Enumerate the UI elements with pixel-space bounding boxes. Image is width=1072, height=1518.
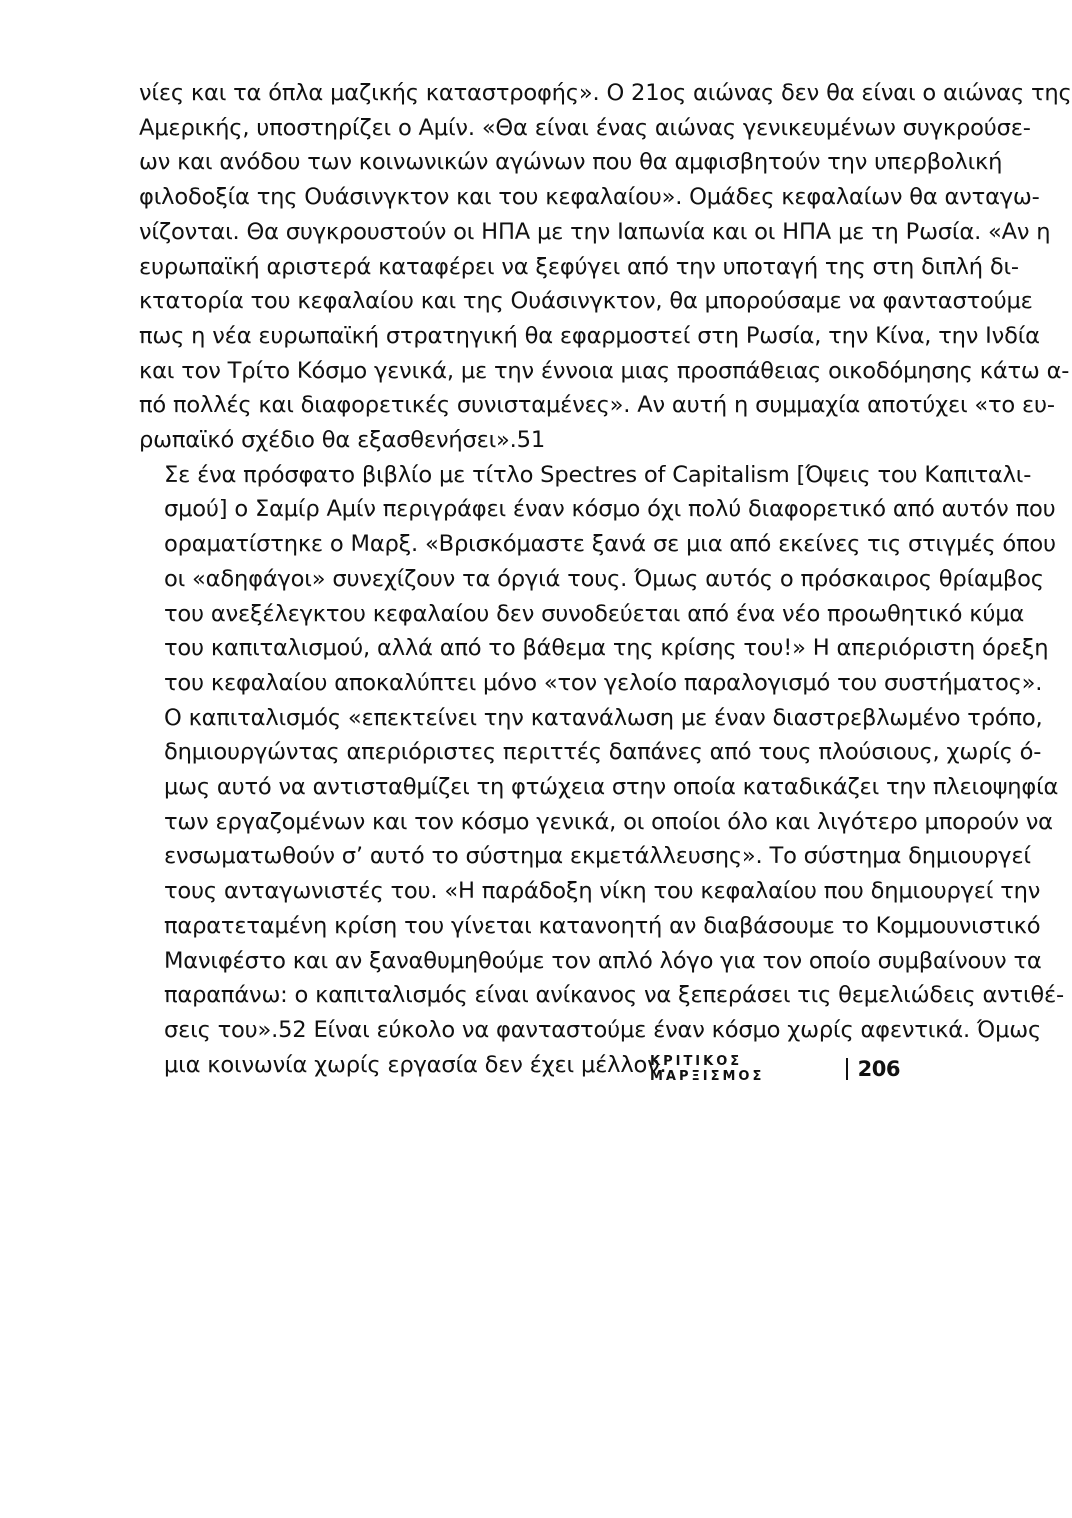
text-line: οι «αδηφάγοι» συνεχίζουν τα όργιά τους. Όμως αυτός ο πρόσκαιρος θρίαμβος xyxy=(164,565,1044,592)
body-text xyxy=(139,76,1072,1082)
text-line: ρωπαϊκό σχέδιο θα εξασθενήσει».51 xyxy=(139,427,546,454)
page-number: 206 xyxy=(857,1057,900,1081)
text-line: παραπάνω: ο καπιταλισμός είναι ανίκανος να ξεπεράσει τις θεμελιώδεις αντιθέ- xyxy=(164,982,1064,1009)
footer-divider xyxy=(846,1058,848,1080)
text-line: σεις του».52 Είναι εύκολο να φανταστούμε έναν κόσμο χωρίς αφεντικά. Όμως xyxy=(164,1016,1042,1043)
text-line: Σε ένα πρόσφατο βιβλίο με τίτλο Spectres of Capitalism [Όψεις του Καπιταλι- xyxy=(164,461,1032,488)
text-line: τους ανταγωνιστές του. «Η παράδοξη νίκη του κεφαλαίου που δημιουργεί την xyxy=(164,878,1041,905)
text-line: πως η νέα ευρωπαϊκή στρατηγική θα εφαρμοστεί στη Ρωσία, την Κίνα, την Ινδία xyxy=(139,322,1040,349)
text-line: μια κοινωνία χωρίς εργασία δεν έχει μέλλον. xyxy=(164,1051,667,1078)
running-title: ΚΡΙΤΙΚΟΣ ΜΑΡΞΙΣΜΟΣ xyxy=(650,1054,765,1084)
text-line: πό πολλές και διαφορετικές συνισταμένες». Αν αυτή η συμμαχία αποτύχει «το ευ- xyxy=(139,392,1055,419)
text-line: του καπιταλισμού, αλλά από το βάθεμα της κρίσης του!» Η απεριόριστη όρεξη xyxy=(164,635,1049,662)
text-line: του ανεξέλεγκτου κεφαλαίου δεν συνοδεύεται από ένα νέο προωθητικό κύμα xyxy=(164,600,1025,627)
text-line: ενσωματωθούν σ’ αυτό το σύστημα εκμετάλλευσης». Το σύστημα δημιουργεί xyxy=(164,843,1031,870)
text-line: δημιουργώντας απεριόριστες περιττές δαπάνες από τους πλούσιους, χωρίς ό- xyxy=(164,739,1042,766)
text-line: των εργαζομένων και τον κόσμο γενικά, οι οποίοι όλο και λιγότερο μπορούν να xyxy=(164,808,1053,835)
text-line: Ο καπιταλισμός «επεκτείνει την κατανάλωση με έναν διαστρεβλωμένο τρόπο, xyxy=(164,704,1043,731)
text-line: νίες και τα όπλα μαζικής καταστροφής». Ο 21ος αιώνας δεν θα είναι ο αιώνας της xyxy=(139,80,1072,106)
text-line: ων και ανόδου των κοινωνικών αγώνων που θα αμφισβητούν την υπερβολική xyxy=(139,149,1003,176)
text-line: ευρωπαϊκή αριστερά καταφέρει να ξεφύγει από την υποταγή της στη διπλή δι- xyxy=(139,253,1019,280)
page-footer xyxy=(650,1054,900,1084)
text-line: Μανιφέστο και αν ξαναθυμηθούμε τον απλό λόγο για τον οποίο συμβαίνουν τα xyxy=(164,947,1042,974)
text-line: μως αυτό να αντισταθμίζει τη φτώχεια στην οποία καταδικάζει την πλειοψηφία xyxy=(164,774,1059,801)
text-line: φιλοδοξία της Ουάσινγκτον και του κεφαλαίου». Ομάδες κεφαλαίων θα ανταγω- xyxy=(139,184,1040,211)
text-line: του κεφαλαίου αποκαλύπτει μόνο «τον γελοίο παραλογισμό του συστήματος». xyxy=(164,669,1043,696)
text-line: και τον Τρίτο Κόσμο γενικά, με την έννοια μιας προσπάθειας οικοδόμησης κάτω α- xyxy=(139,357,1070,384)
text-line: νίζονται. Θα συγκρουστούν οι ΗΠΑ με την Ιαπωνία και οι ΗΠΑ με τη Ρωσία. «Αν η xyxy=(139,218,1051,245)
text-line: παρατεταμένη κρίση του γίνεται κατανοητή αν διαβάσουμε το Κομμουνιστικό xyxy=(164,912,1041,939)
text-line: οραματίστηκε ο Μαρξ. «Βρισκόμαστε ξανά σε μια από εκείνες τις στιγμές όπου xyxy=(164,531,1056,558)
paragraph-2 xyxy=(139,458,1064,1083)
text-line: κτατορία του κεφαλαίου και της Ουάσινγκτον, θα μπορούσαμε να φανταστούμε xyxy=(139,288,1033,315)
text-line: Αμερικής, υποστηρίζει ο Αμίν. «Θα είναι ένας αιώνας γενικευμένων συγκρούσε- xyxy=(139,114,1031,141)
text-line: σμού] ο Σαμίρ Αμίν περιγράφει έναν κόσμο όχι πολύ διαφορετικό από αυτόν που xyxy=(164,496,1056,523)
paragraph-1 xyxy=(139,76,1072,458)
